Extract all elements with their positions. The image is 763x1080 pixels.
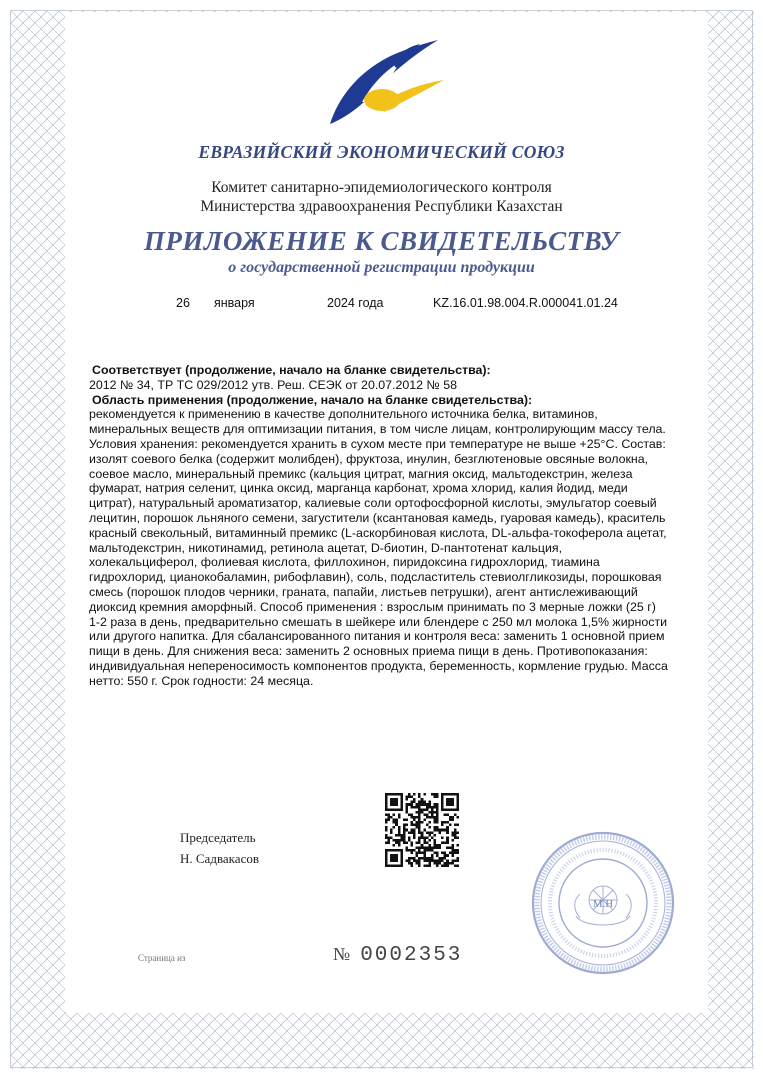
signatory-title: Председатель [180, 830, 256, 845]
serial-number [333, 944, 462, 967]
annex-subtitle: о государственной регистрации продукции [228, 259, 535, 276]
date-month: января [214, 296, 255, 310]
scope-text: рекомендуется к применению в качестве дополнительного источника белка, витаминов, минеральных веществ для оптимизации питания, в том числе лицам, контролирующим массу тела. Условия хранения: рекомендуется хранить в сухом месте при температуре не выше +25°С. Состав: изолят соевого белка (содержит молибден), фруктоза, инулин, безглютеновые овсяные волокна, соевое масло, минеральный премикс (кальция цитрат, магния оксид, мальтодекстрин, железа фумарат, натрия селенит, цинка оксид, марганца карбонат, хрома хлорид, калия йодид, меди цитрат), натуральный ароматизатор, калиевые соли ортофосфорной кислоты, эмульгатор соевый лецитин, порошок льняного семени, загустители (ксантановая камедь, гуаровая камедь), краситель красный свекольный, витаминный премикс (L-аскорбиновая кислота, DL-альфа-токоферола ацетат, мальтодекстрин, никотинамид, ретинола ацетат, D-биотин, D-пантотенат кальция, холекальциферол, фолиевая кислота, филлохинон, пиридоксина гидрохлорид, тиамина гидрохлорид, цианокобаламин, рибофлавин), соль, подсластитель стевиолгликозиды, порошковая смесь (порошок плодов черники, граната, папайи, листьев петрушки), агент антислеживающий диоксид кремния аморфный. Способ применения : взрослым принимать по 3 мерные ложки (25 г) 1-2 раза в день, предварительно смешать в шейкере или блендере с 250 мл молока 1,5% жирности или другого напитка. Для сбалансированного питания и контроля веса: заменить 1 основной прием пищи в день. Для снижения веса: заменить 2 основных приема пищи в день. Противопоказания: индивидуальная непереносимость компонентов продукта, беременность, кормление грудью. Масса нетто: 550 г. Срок годности: 24 месяца. [89, 407, 668, 688]
conformity-heading: Соответствует (продолжение, начало на бланке свидетельства): [92, 363, 491, 377]
committee-line-2: Министерства здравоохранения Республики Казахстан [200, 198, 563, 215]
committee-line-1: Комитет санитарно-эпидемиологического контроля [211, 179, 552, 196]
signatory-name: Н. Садвакасов [180, 851, 259, 866]
scope-heading: Область применения (продолжение, начало на бланке свидетельства): [92, 392, 533, 407]
date-day: 26 [176, 296, 190, 310]
seal-center-text: М.Н [592, 898, 614, 910]
registration-number: KZ.16.01.98.004.R.000041.01.24 [433, 296, 618, 310]
committee-name [0, 178, 763, 216]
serial-value: 0002353 [360, 944, 463, 967]
official-seal-icon [528, 828, 678, 978]
union-name: ЕВРАЗИЙСКИЙ ЭКОНОМИЧЕСКИЙ СОЮЗ [198, 142, 565, 162]
date-year: 2024 года [327, 296, 384, 310]
qr-code-icon [385, 793, 459, 867]
certificate-content [89, 363, 669, 689]
annex-title: ПРИЛОЖЕНИЕ К СВИДЕТЕЛЬСТВУ [143, 226, 620, 256]
conformity-text: 2012 № 34, ТР ТС 029/2012 утв. Реш. СЕЭК от 20.07.2012 № 58 [89, 377, 458, 392]
eaeu-logo-icon [320, 32, 450, 132]
serial-prefix: № [333, 944, 351, 964]
page-label: Страница из [138, 953, 186, 963]
